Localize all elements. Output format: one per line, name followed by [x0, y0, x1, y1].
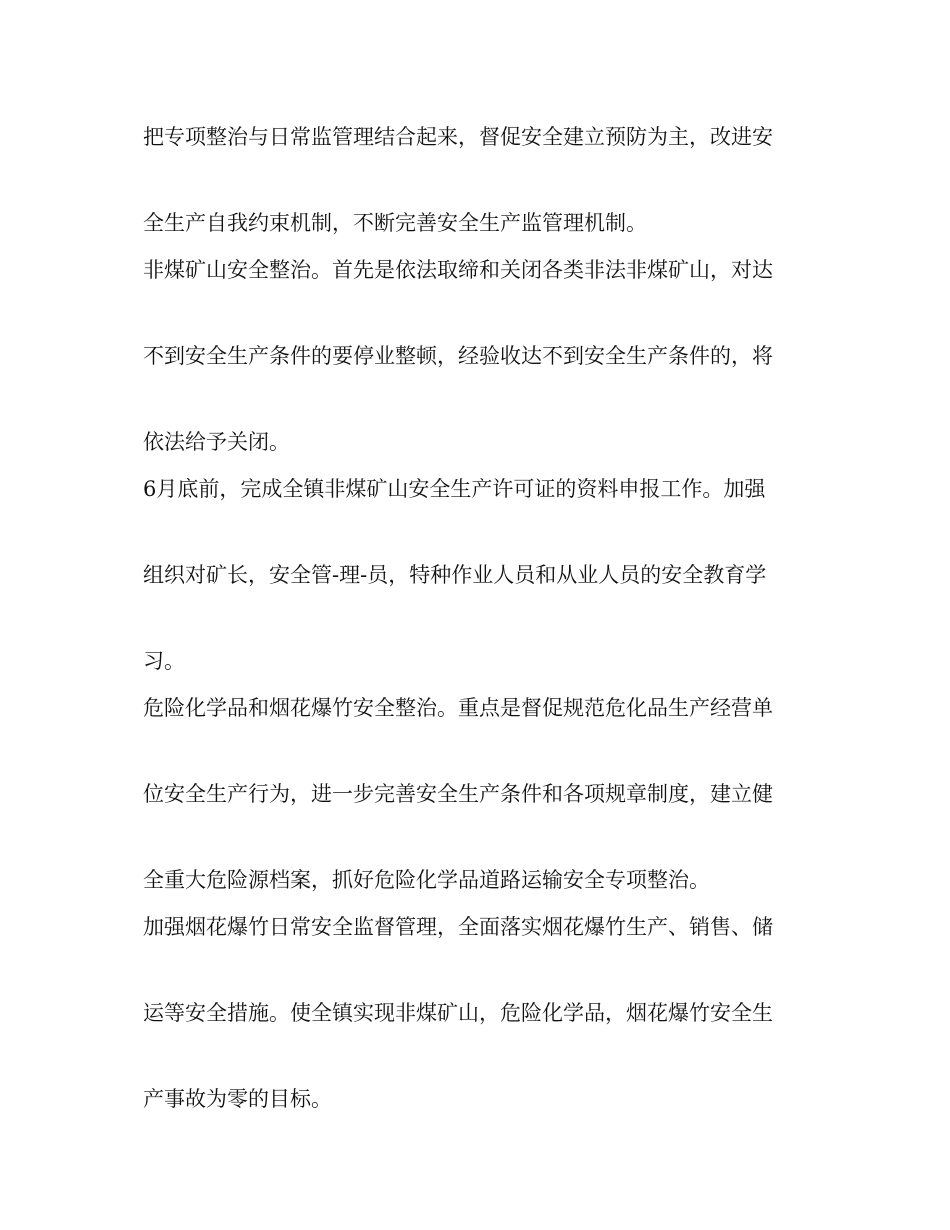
paragraph-1 — [143, 124, 803, 236]
text-line: 加强烟花爆竹日常安全监督管理，全面落实烟花爆竹生产、销售、储 — [143, 915, 773, 939]
text-line: 位安全生产行为，进一步完善安全生产条件和各项规章制度，建立健 — [143, 782, 773, 806]
text-line: 非煤矿山安全整治。首先是依法取缔和关闭各类非法非煤矿山，对达 — [143, 258, 773, 282]
paragraph-3 — [143, 476, 803, 674]
text-line: 6月底前，完成全镇非煤矿山安全生产许可证的资料申报工作。加强 — [143, 477, 766, 501]
paragraph-2 — [143, 257, 803, 455]
text-line: 依法给予关闭。 — [143, 430, 290, 454]
paragraph-4 — [143, 695, 803, 893]
text-line: 不到安全生产条件的要停业整顿，经验收达不到安全生产条件的，将 — [143, 344, 773, 368]
paragraph-5 — [143, 914, 803, 1112]
text-line: 组织对矿长，安全管-理-员，特种作业人员和从业人员的安全教育学 — [143, 563, 767, 587]
text-line: 全生产自我约束机制，不断完善安全生产监管理机制。 — [143, 211, 647, 235]
text-line: 习。 — [143, 649, 185, 673]
text-line: 全重大危险源档案，抓好危险化学品道路运输安全专项整治。 — [143, 868, 710, 892]
text-line: 危险化学品和烟花爆竹安全整治。重点是督促规范危化品生产经营单 — [143, 696, 773, 720]
text-line: 运等安全措施。使全镇实现非煤矿山，危险化学品，烟花爆竹安全生 — [143, 1001, 773, 1025]
document-body — [143, 124, 803, 1112]
text-line: 产事故为零的目标。 — [143, 1087, 332, 1111]
text-line: 把专项整治与日常监管理结合起来，督促安全建立预防为主，改进安 — [143, 125, 773, 149]
